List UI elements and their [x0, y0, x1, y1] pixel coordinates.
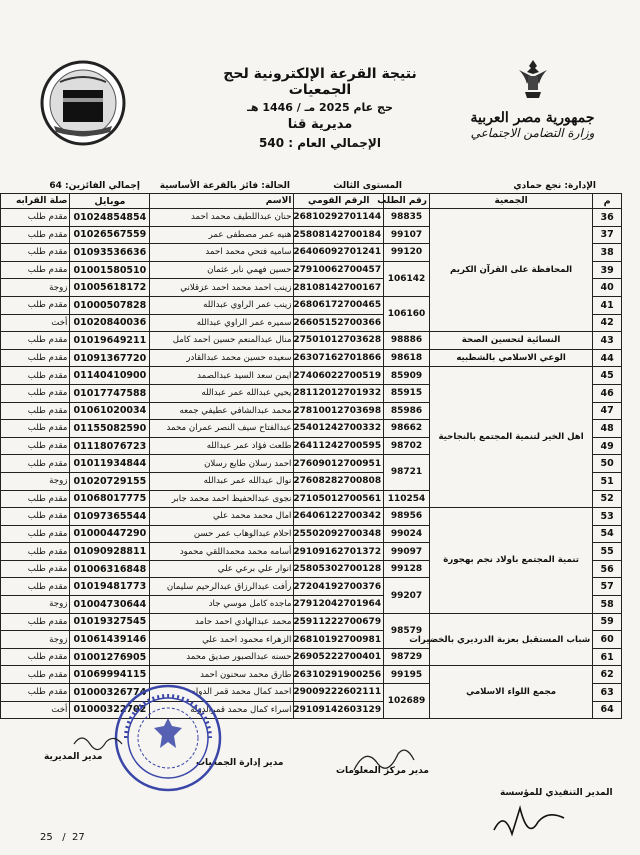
winners-label: إجمالي الفائزين: 64: [49, 181, 140, 191]
directorate-label: مديرية قنا: [287, 117, 353, 132]
col-header-request: رقم الطلب: [384, 194, 430, 209]
signature-scribble-icon: [70, 730, 130, 754]
table-row: 53 تنمية المجتمع باولاد نجم بهجورة 98956 26406122700342 امال محمد محمد علي 01097365544 مقدم طلب: [1, 508, 622, 526]
table-row: 45 اهل الخير لتنمية المجتمع بالنجاحية 85909 27406022700519 ايمن سعد السيد عبدالصمد 01140410900 مقدم طلب: [1, 367, 622, 385]
eagle-emblem-icon: [515, 58, 551, 102]
ministry-header: [465, 58, 600, 140]
signature-directorate-manager: مدير المديرية: [44, 752, 103, 762]
table-row: 51 27608282700808 نوال عبدالله عمر عبدالله 01020729155 زوجة: [1, 472, 622, 490]
association-cell: المحافظة على القرآن الكريم: [429, 209, 592, 332]
col-header-mobile: موبايل: [70, 194, 150, 209]
table-row: 58 27912042701964 ماجده كامل موسي جاد 01004730644 زوجة: [1, 596, 622, 614]
col-header-index: م: [593, 194, 622, 209]
table-row: 60 26810192700981 الزهراء محمود احمد علي 01061439146 زوجة: [1, 631, 622, 649]
table-row: 36 المحافظة على القرآن الكريم 98835 26810292701144 حنان عبداللطيف محمد احمد 01024854854 مقدم طلب: [1, 209, 622, 227]
col-header-association: الجمعية: [429, 194, 592, 209]
table-row: 41 106160 26806172700465 زينب عمر الراوي عبدالله 01000507828 مقدم طلب: [1, 296, 622, 314]
page-indicator: [40, 832, 85, 843]
kaaba-logo-icon: [40, 60, 126, 146]
results-table: [0, 193, 622, 719]
table-row: 55 99097 29109162701372 أسامه محمد محمداللقي محمود 01090928811 مقدم طلب: [1, 543, 622, 561]
signature-scribble-icon: [348, 740, 418, 780]
ministry-name: وزارة التضامن الاجتماعي: [470, 126, 595, 140]
association-cell: شباب المستقبل بعزبة الدرديري بالخضيرات: [429, 613, 592, 666]
document-title-block: [190, 66, 450, 150]
table-row: 57 99207 27204192700376 رأفت عبدالرزاق عبدالرحيم سليمان 01019481773 مقدم طلب: [1, 578, 622, 596]
col-header-national-id: الرقم القومي: [294, 194, 384, 209]
season-label: حج عام 2025 مـ / 1446 هـ: [247, 101, 393, 114]
page-total: 27: [72, 832, 85, 843]
table-row: 48 98662 25401242700332 عبدالفتاح سيف النصر عمران محمد 01155082590 مقدم طلب: [1, 420, 622, 438]
table-row: 61 98729 26905222700401 حسنه عبدالصبور صديق محمد 01001276905 مقدم طلب: [1, 648, 622, 666]
association-cell: النسائية لتحسين الصحة: [429, 332, 592, 350]
table-row: 56 99128 25805302700128 انوار علي برعي علي 01006316848 مقدم طلب: [1, 560, 622, 578]
grand-total: الإجمالي العام : 540: [259, 136, 381, 150]
signature-scribble-icon: [490, 800, 570, 844]
info-bar: [0, 179, 620, 193]
signature-associations-manager: مدير إدارة الجمعيات: [196, 758, 284, 768]
table-row: 38 99120 26406092701241 ساميه فتحي محمد احمد 01093536636 مقدم طلب: [1, 244, 622, 262]
table-row: 37 99107 25808142700184 هنيه عمر مصطفى عمر 01026567559 مقدم طلب: [1, 226, 622, 244]
association-cell: تنمية المجتمع باولاد نجم بهجورة: [429, 508, 592, 614]
table-row: 54 99024 25502092700348 احلام عبدالوهاب عمر حسن 01000447290 مقدم طلب: [1, 525, 622, 543]
association-cell: مجمع اللواء الاسلامي: [429, 666, 592, 719]
table-row: 39 106142 27910062700457 حسين فهمي نابر عثمان 01001580510 مقدم طلب: [1, 261, 622, 279]
table-row: 44 الوعي الاسلامي بالشطبيه 98618 26307162701866 سعيده حسين محمد عبدالقادر 01091367720 مقدم طلب: [1, 349, 622, 367]
table-row: 46 85915 28112012701932 يحيي عبدالله عمر عبدالله 01017747588 مقدم طلب: [1, 384, 622, 402]
org-name: جمهورية مصر العربية: [470, 110, 595, 126]
table-row: 50 98721 27609012700951 احمد رسلان طايع رسلان 01011934844 مقدم طلب: [1, 455, 622, 473]
page-current: 25: [40, 832, 53, 843]
association-cell: الوعي الاسلامي بالشطبيه: [429, 349, 592, 367]
page-separator: /: [62, 832, 66, 843]
status-label: الحالة: فائز بالقرعة الأساسية: [159, 181, 290, 191]
table-row: 42 26605152700366 سميره عمر الراوي عبدالله 01020840036 أخت: [1, 314, 622, 332]
table-row: 64 29109142603129 اسراء كمال محمد قمرالدولة 01000322702 أخت: [1, 701, 622, 719]
table-row: 47 85986 27810012703698 محمد عبدالشافي عطيفي جمعه 01061020034 مقدم طلب: [1, 402, 622, 420]
table-row: 59 شباب المستقبل بعزبة الدرديري بالخضيرات 98579 25911222700679 محمد عبدالهادي احمد حامد 01019327545 مقدم طلب: [1, 613, 622, 631]
table-row: 52 110254 27105012700561 نجوى عبدالحفيظ احمد محمد جابر 01068017775 مقدم طلب: [1, 490, 622, 508]
document-title: نتيجة القرعة الإلكترونية لحج الجمعيات: [223, 66, 417, 98]
association-cell: اهل الخير لتنمية المجتمع بالنجاحية: [429, 367, 592, 508]
admin-label: الإدارة: نجع حمادي: [513, 181, 596, 191]
table-row: 49 98702 26411242700595 طلعت فؤاد عمر عبدالله 01118076723 مقدم طلب: [1, 437, 622, 455]
table-row: 40 28108142700167 زينب احمد محمد احمد عزقلاني 01005618172 زوجة: [1, 279, 622, 297]
signature-info-center-manager: مدير مركز المعلومات: [336, 766, 429, 776]
table-row: 43 النسائية لتحسين الصحة 98886 27501012703628 منال عبدالمنعم حسين احمد كامل 01019649211 مقدم طلب: [1, 332, 622, 350]
col-header-name: الاسم: [150, 194, 294, 209]
signature-executive-director: المدير التنفيذي للمؤسسة: [500, 788, 613, 798]
level-label: المستوى الثالث: [333, 181, 402, 191]
col-header-relation: صلة القرابه: [1, 194, 70, 209]
table-row: 62 مجمع اللواء الاسلامي 99195 26310291900256 طارق محمد سحنون احمد 01069994115 مقدم طلب: [1, 666, 622, 684]
table-header-row: [1, 194, 622, 209]
table-row: 63 102689 29009222602111 احمد كمال محمد قمر الدوله 01000326774 مقدم طلب: [1, 684, 622, 702]
